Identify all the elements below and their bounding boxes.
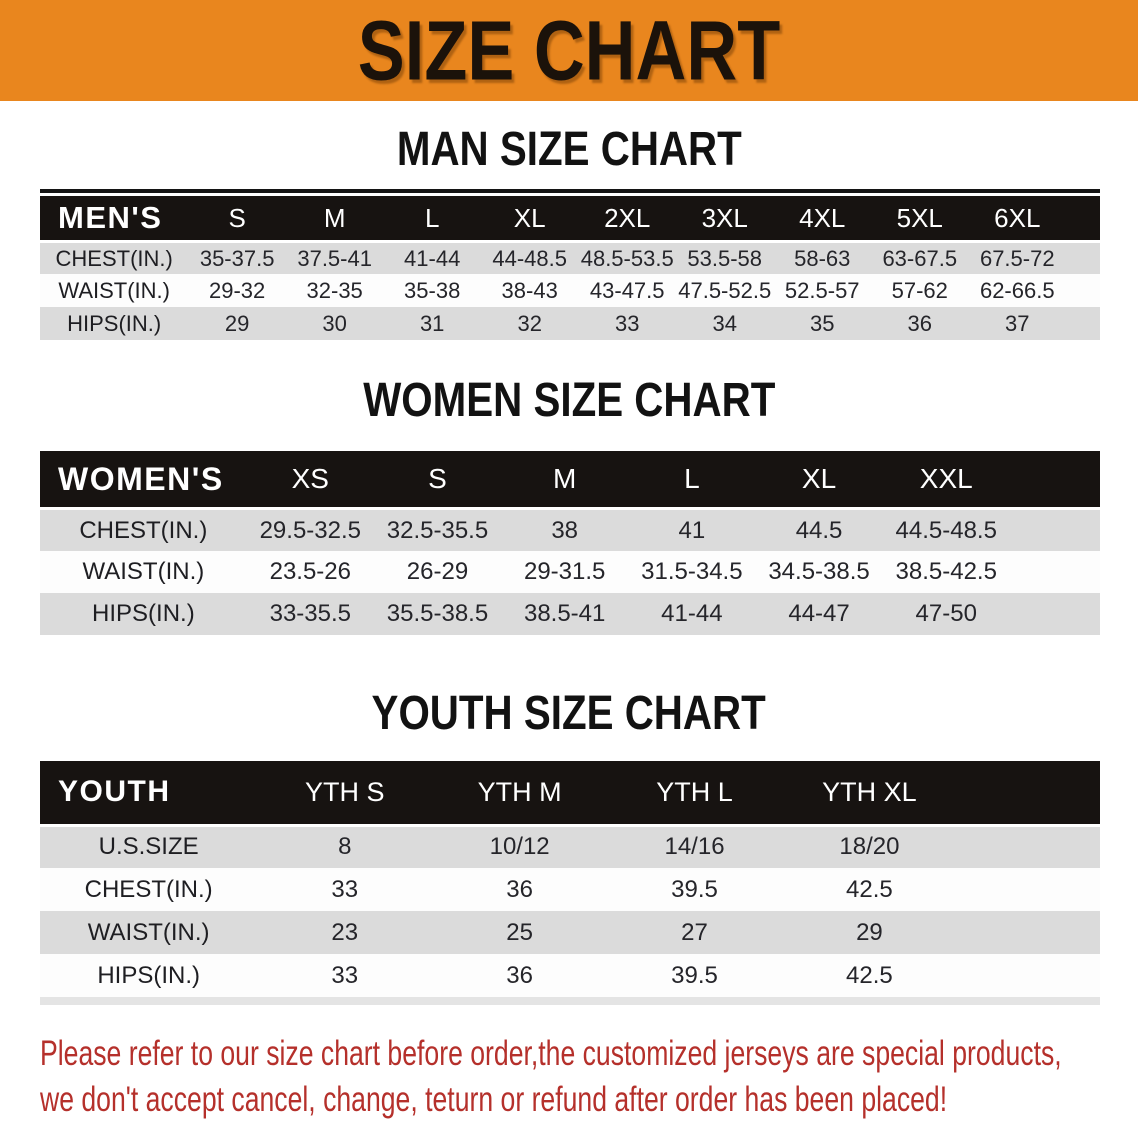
spacer-cell [1066,307,1100,340]
table-row [40,307,1100,340]
spacer-cell [957,868,1100,911]
row-label: U.S.SIZE [40,825,257,868]
column-header: 3XL [676,196,774,241]
order-notice [40,1031,1118,1123]
size-value: 33 [331,961,359,989]
size-value: 44.5-48.5 [883,509,1010,551]
size-value: 44-47 [788,599,850,627]
table-title: WOMEN'S [40,451,247,509]
row-label: HIPS(IN.) [97,961,200,989]
row-label: WAIST(IN.) [82,557,205,585]
banner-title: SIZE CHART [357,2,781,98]
size-value: 42.5 [846,961,893,989]
size-value: 32-35 [306,277,363,303]
column-header: S [374,451,501,509]
mens-size-table [40,189,1100,340]
size-value: 33 [331,875,359,903]
size-value: 44-48.5 [481,241,579,274]
size-value: 52.5-57 [784,277,860,303]
table-title: MEN'S [40,196,188,241]
size-value: 27 [681,918,708,946]
row-label: HIPS(IN.) [92,599,195,627]
table-row [40,911,1100,954]
size-value: 43-47.5 [589,277,665,303]
notice-line-1: Please refer to our size chart before order,the customized jerseys are special products, [40,1034,1062,1074]
women-size-chart-heading [0,376,1138,426]
size-value: 35-37.5 [188,241,286,274]
size-value: 47-50 [915,599,977,627]
column-header: 5XL [871,196,969,241]
size-value: 25 [506,918,533,946]
table-title: YOUTH [40,761,257,825]
heading-text: WOMEN SIZE CHART [362,374,776,428]
size-value: 42.5 [846,875,893,903]
size-value: 47.5-52.5 [678,277,772,303]
size-value: 14/16 [607,825,782,868]
size-value: 33 [614,310,640,336]
column-header: S [188,196,286,241]
size-value: 38-43 [501,277,558,303]
size-value: 41-44 [383,241,481,274]
size-value: 34.5-38.5 [768,557,870,585]
size-value: 35 [810,310,835,336]
size-value: 37.5-41 [286,241,384,274]
size-value: 10/12 [432,825,607,868]
table-top-rule [40,189,1100,193]
size-value: 29-31.5 [523,557,606,585]
size-value: 30 [322,310,347,336]
table-bottom-rule [40,997,1100,1005]
spacer-cell [1066,241,1100,274]
column-header: L [628,451,755,509]
spacer-cell [1066,196,1100,241]
size-value: 53.5-58 [676,241,774,274]
youth-size-chart-heading [0,686,1138,740]
row-label: CHEST(IN.) [40,509,247,551]
man-size-chart-heading [0,125,1138,175]
spacer-cell [957,761,1100,825]
table-row [40,593,1100,635]
size-value: 58-63 [773,241,871,274]
size-value: 31 [419,310,445,336]
size-value: 26-29 [406,557,469,585]
size-value: 63-67.5 [871,241,969,274]
spacer-cell [1066,274,1100,307]
size-value: 18/20 [782,825,957,868]
size-value: 44.5 [755,509,882,551]
spacer-cell [957,825,1100,868]
column-header: XXL [883,451,1010,509]
size-value: 35.5-38.5 [386,599,489,627]
spacer-cell [957,954,1100,997]
size-value: 8 [257,825,432,868]
row-label: HIPS(IN.) [67,310,162,336]
size-value: 32.5-35.5 [374,509,501,551]
column-header: M [286,196,384,241]
size-value: 36 [506,875,533,903]
column-header: M [501,451,628,509]
size-value: 36 [907,310,932,336]
size-value: 31.5-34.5 [641,557,743,585]
size-value: 23.5-26 [269,557,351,585]
size-value: 35-38 [404,277,461,303]
youth-size-table [40,761,1100,1005]
row-label: WAIST(IN.) [58,277,170,303]
column-header: YTH M [432,761,607,825]
spacer-cell [1010,509,1100,551]
size-value: 41-44 [661,599,723,627]
size-value: 38.5-42.5 [895,557,997,585]
table-row [40,274,1100,307]
table-row [40,825,1100,868]
row-label: WAIST(IN.) [87,918,210,946]
notice-line-2: we don't accept cancel, change, teturn or refund after order has been placed! [40,1080,948,1120]
size-value: 29 [224,310,250,336]
column-header: L [383,196,481,241]
heading-text: MAN SIZE CHART [396,123,742,176]
size-value: 23 [331,918,359,946]
size-value: 57-62 [891,277,948,303]
column-header: 2XL [578,196,676,241]
column-header: 6XL [969,196,1067,241]
column-header: YTH L [607,761,782,825]
size-value: 39.5 [671,961,718,989]
size-value: 37 [1005,310,1030,336]
row-label: CHEST(IN.) [84,875,213,903]
size-value: 29.5-32.5 [247,509,374,551]
row-label: CHEST(IN.) [40,241,188,274]
size-value: 41 [628,509,755,551]
spacer-cell [1010,593,1100,635]
heading-text: YOUTH SIZE CHART [371,686,767,740]
size-value: 36 [506,961,533,989]
size-value: 29-32 [209,277,266,303]
table-row [40,551,1100,593]
header-row [40,451,1100,509]
table-row [40,868,1100,911]
size-value: 34 [712,310,737,336]
size-value: 32 [517,310,542,336]
size-chart-banner [0,0,1138,101]
column-header: YTH S [257,761,432,825]
spacer-cell [1010,451,1100,509]
spacer-cell [1010,551,1100,593]
table-row [40,509,1100,551]
size-value: 29 [856,918,883,946]
column-header: 4XL [773,196,871,241]
header-row [40,196,1100,241]
column-header: YTH XL [782,761,957,825]
size-value: 38 [501,509,628,551]
size-value: 67.5-72 [969,241,1067,274]
header-row [40,761,1100,825]
womens-size-table [40,451,1100,635]
column-header: XL [755,451,882,509]
size-value: 39.5 [671,875,718,903]
spacer-cell [957,911,1100,954]
size-value: 48.5-53.5 [578,241,676,274]
table-row [40,241,1100,274]
size-value: 33-35.5 [269,599,351,627]
size-value: 62-66.5 [979,277,1055,303]
column-header: XS [247,451,374,509]
table-row [40,954,1100,997]
column-header: XL [481,196,579,241]
size-value: 38.5-41 [523,599,606,627]
